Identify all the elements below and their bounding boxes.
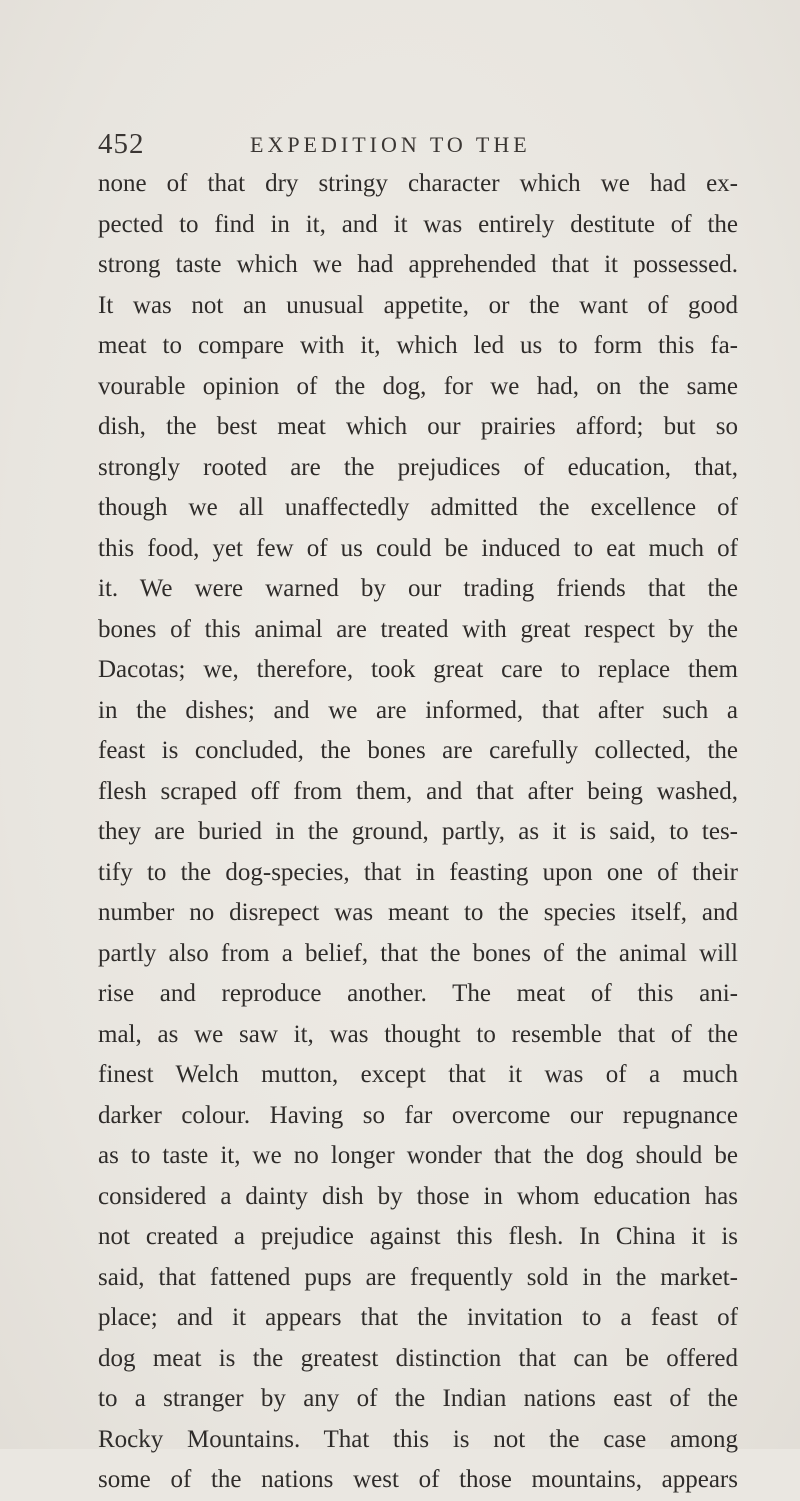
text-line: though we all unaffectedly admitted the excellence of — [98, 494, 738, 521]
text-line: this food, yet few of us could be induced to eat much of — [98, 534, 738, 562]
text-line: It was not an unusual appetite, or the want of good — [98, 291, 738, 319]
text-line: vourable opinion of the dog, for we had, on the same — [98, 372, 738, 400]
text-line: some of the nations west of those mountains, appears — [98, 1466, 738, 1493]
text-line: they are buried in the ground, partly, as it is said, to tes- — [98, 818, 738, 845]
text-line: said, that fattened pups are frequently sold in the market- — [98, 1263, 738, 1291]
text-line: number no disrepect was meant to the species itself, and — [98, 899, 738, 926]
page-number: 452 — [98, 128, 145, 160]
text-line: dish, the best meat which our prairies afford; but so — [98, 413, 738, 440]
text-line: feast is concluded, the bones are carefully collected, the — [98, 737, 738, 764]
text-line: strongly rooted are the prejudices of education, that, — [98, 453, 738, 481]
text-line: darker colour. Having so far overcome our repugnance — [98, 1101, 738, 1129]
text-line: strong taste which we had apprehended that it possessed. — [98, 251, 738, 278]
text-line: bones of this animal are treated with great respect by the — [98, 615, 738, 643]
text-line: to a stranger by any of the Indian nations east of the — [98, 1385, 738, 1412]
text-line: Rocky Mountains. That this is not the case among — [98, 1425, 738, 1453]
text-line: in the dishes; and we are informed, that after such a — [98, 696, 738, 724]
text-line: dog meat is the greatest distinction that can be offered — [98, 1344, 738, 1372]
text-line: mal, as we saw it, was thought to resemble that of the — [98, 1020, 738, 1048]
text-line: partly also from a belief, that the bones of the animal will — [98, 939, 738, 967]
running-head — [98, 128, 738, 162]
text-line: tify to the dog-species, that in feasting upon one of their — [98, 858, 738, 886]
text-line: it. We were warned by our trading friends that the — [98, 575, 738, 602]
text-line: not created a prejudice against this flesh. In China it is — [98, 1223, 738, 1250]
text-line: place; and it appears that the invitation to a feast of — [98, 1304, 738, 1331]
text-line: Dacotas; we, therefore, took great care to replace them — [98, 656, 738, 683]
text-line: none of that dry stringy character which we had ex- — [98, 170, 738, 197]
text-line: rise and reproduce another. The meat of this ani- — [98, 980, 738, 1007]
text-line: as to taste it, we no longer wonder that the dog should be — [98, 1142, 738, 1169]
text-line: finest Welch mutton, except that it was of a much — [98, 1061, 738, 1088]
text-line: flesh scraped off from them, and that after being washed, — [98, 777, 738, 805]
body-text — [98, 164, 738, 1501]
text-line: meat to compare with it, which led us to form this fa- — [98, 332, 738, 359]
text-line: considered a dainty dish by those in whom education has — [98, 1182, 738, 1210]
text-line: pected to find in it, and it was entirely destitute of the — [98, 210, 738, 238]
running-title: EXPEDITION TO THE — [250, 132, 531, 157]
